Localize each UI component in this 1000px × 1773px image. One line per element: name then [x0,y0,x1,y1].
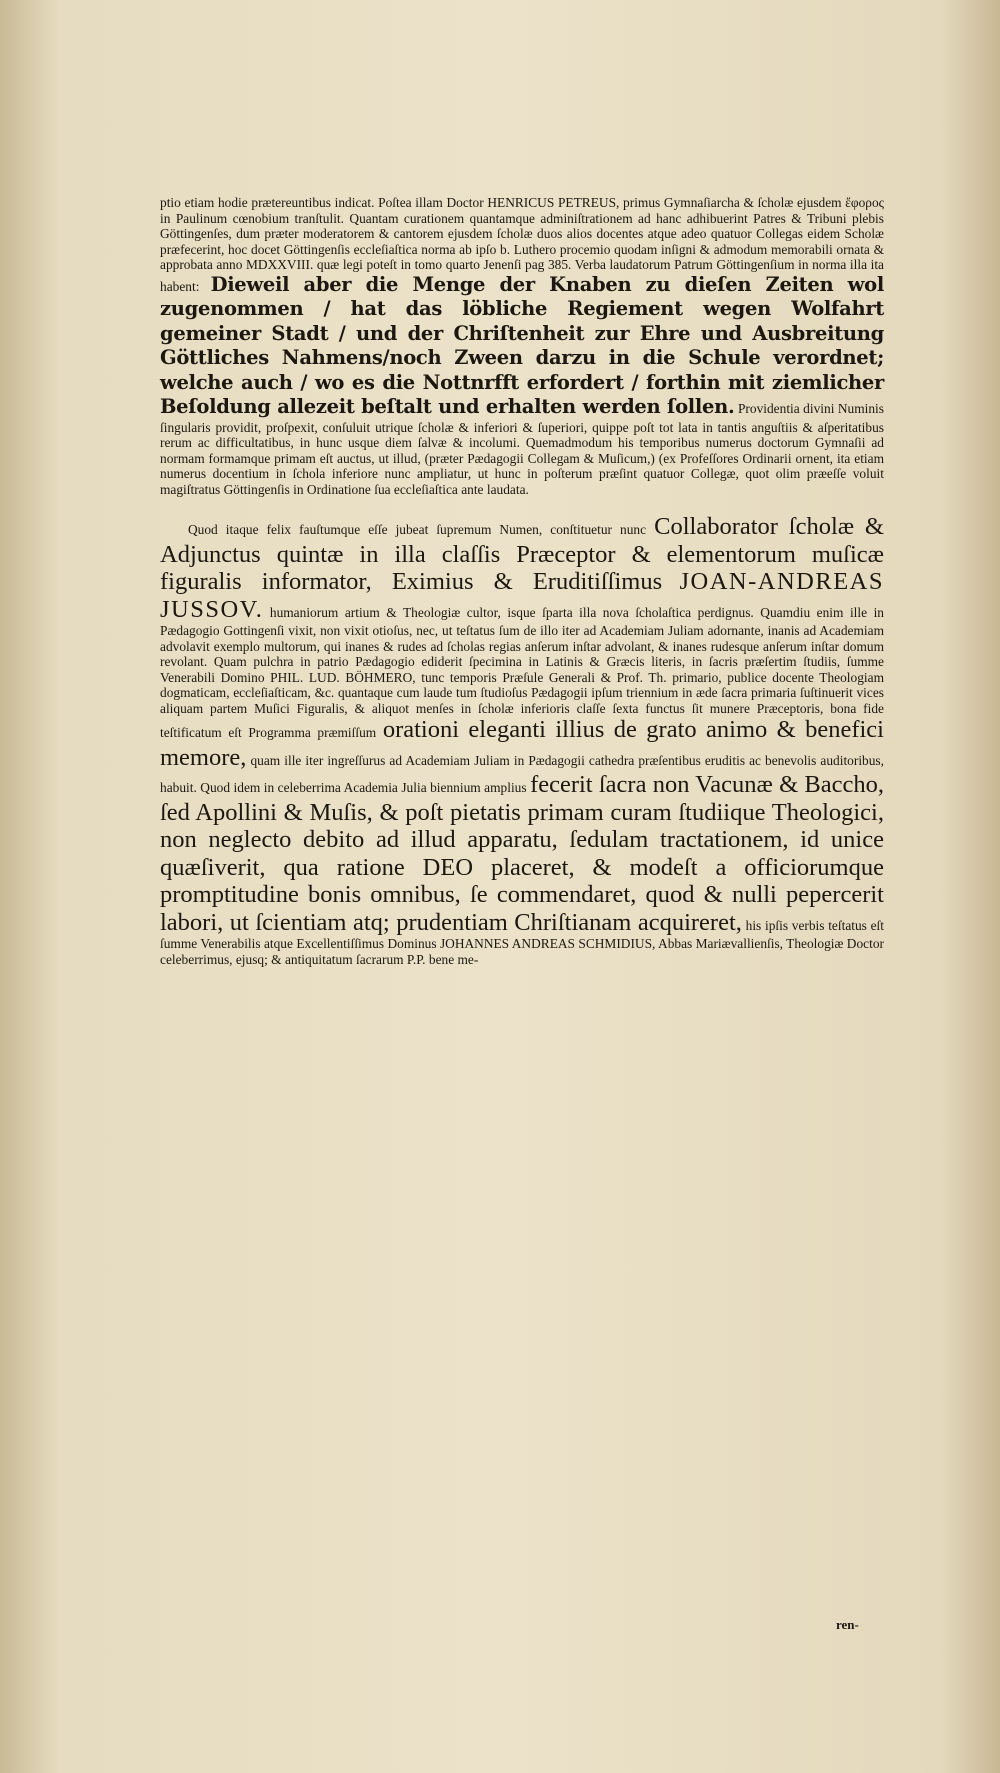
paragraph-2-lead: Quod itaque felix fauſtumque eſſe jubeat ſupremum Numen, conſtituetur nunc [188,522,647,537]
german-quote: Dieweil aber die Menge der Knaben zu dieſen Zeiten wol zugenommen / hat das löbliche Regiement wegen Wolfahrt gemeiner Stadt / und der Chriſtenheit zur Ehre und Ausbreitung Göttliches Nahmens/noch Zween darzu in die Schule verordnet; welche auch / wo es die Nottnrfft erfordert / forthin mit ziemlicher Beſoldung allezeit beſtalt und erhalten werden ſollen. [160,272,884,418]
paragraph-2-body: humaniorum artium & Theologiæ cultor, isque ſparta illa nova ſcholaſtica perdignus. Quamdiu enim ille in Pædagogio Gottingenſi vixit, non vixit otioſus, nec, ut teſtatus ſum de illo iter ad Academiam Juliam adornante, inanis ad Academiam advolavit exemplo multorum, qui inanes & rudes ad ſcholas regias anſerum inſtar advolant, & inanes rudesque anſerum inſtar domum revolant. Quam pulchra in patrio Pædagogio ediderit ſpecimina in Latinis & Græcis literis, in ſacris præſertim ſtudiis, ſumme Venerabili Domino PHIL. LUD. BÖHMERO, tunc temporis Præſule Generali & Prof. Th. primario, publice docente Theologiam dogmaticam, eccleſiaſticam, &c. quantaque cum laude tum ſtudioſus Pædagogii ipſum triennium in æde ſacra primaria ſuſtinuerit vices aliquam partem Muſici Figuralis, & aliquot menſes in ſcholæ inferioris claſſe ſexta functus ſit munere Præceptoris, bona fide teſtificatum eſt Programma præmiſſum [160,604,884,740]
oration-title: orationi eleganti illius de grato animo & benefici memore, [160,716,884,771]
latin-outro: Providentia divini Numinis ſingularis providit, proſpexit, conſuluit utrique ſcholæ & inferiori & ſuperiori, quippe poſt tot lata in tantis anguſtiis & aſperitatibus rerum ac difficultatibus, in hunc usque diem ſalvæ & incolumi. Quemadmodum his temporibus numerus doctorum Gymnaſii ad normam formamque primam eſt auctus, ut illud, (præter Pædagogii Collegam & Muſicum,) (ex Profeſſores Ordinarii ornent, ita etiam numerus docentium in ſchola inferiore nunc ampliatur, ut hunc in poſterum præſint quatuor Collegæ, quot olim præeſſe voluit magiſtratus Göttingenſis in Ordinatione ſua eccleſiaſtica ante laudata. [160,401,884,497]
appointment-title: Collaborator ſcholæ & Adjunctus quintæ in illa claſſis Præceptor & elementorum muſicæ figuralis informator, Eximius & Eruditiſſimus [160,513,884,595]
paragraph-1 [160,195,884,497]
paragraph-2-ending: his ipſis verbis teſtatus eſt ſumme Venerabilis atque Excellentiſſimus Dominus JOHANNES ANDREAS SCHMIDIUS, Abbas Mariævallienſis, Theologiæ Doctor celeberrimus, ejusq; & antiquitatum ſacrarum P.P. bene me- [160,917,884,967]
paragraph-2 [160,513,884,967]
latin-intro: ptio etiam hodie prætereuntibus indicat. Poſtea illam Doctor HENRICUS PETREUS, primus Gymnaſiarcha & ſcholæ ejusdem ἔφορος in Paulinum cœnobium tranſtulit. Quantam curationem quantamque adminiſtrationem ad hanc adhibuerint Patres & Tribuni plebis Göttingenſes, dum præter moderatorem & cantorem ejusdem ſcholæ duos alios docentes atque adeo quatuor Collegas eidem Scholæ præfecerint, hoc docet Göttingenſis eccleſiaſtica norma ab ipſo b. Luthero procemio quodam inſigni & admodum memorabili ornata & approbata anno MDXXVIII. quæ legi poteſt in tomo quarto Jenenſi pag 385. Verba laudatorum Patrum Göttingenſium in norma illa ita habent: [160,195,884,294]
main-text [160,195,884,967]
closing-large-text: fecerit ſacra non Vacunæ & Baccho, ſed Apollini & Muſis, & poſt pietatis primam curam ſtudiique Theologici, non neglecto debito ad illud apparatu, ſedulam tractationem, id unice quæſiverit, qua ratione DEO placeret, & modeſt a officiorumque promptitudine bonis omnibus, ſe commendaret, quod & nulli pepercerit labori, ut ſcientiam atq; prudentiam Chriſtianam acquireret, [160,771,884,936]
catchword: ren- [836,1617,859,1632]
paragraph-2-body-2: quam ille iter ingreſſurus ad Academiam Juliam in Pædagogii cathedra præſentibus eruditis ac benevolis auditoribus, habuit. Quod idem in celeberrima Academia Julia biennium amplius [160,752,884,795]
appointee-name: JOAN-ANDREAS JUSSOV. [160,568,884,623]
